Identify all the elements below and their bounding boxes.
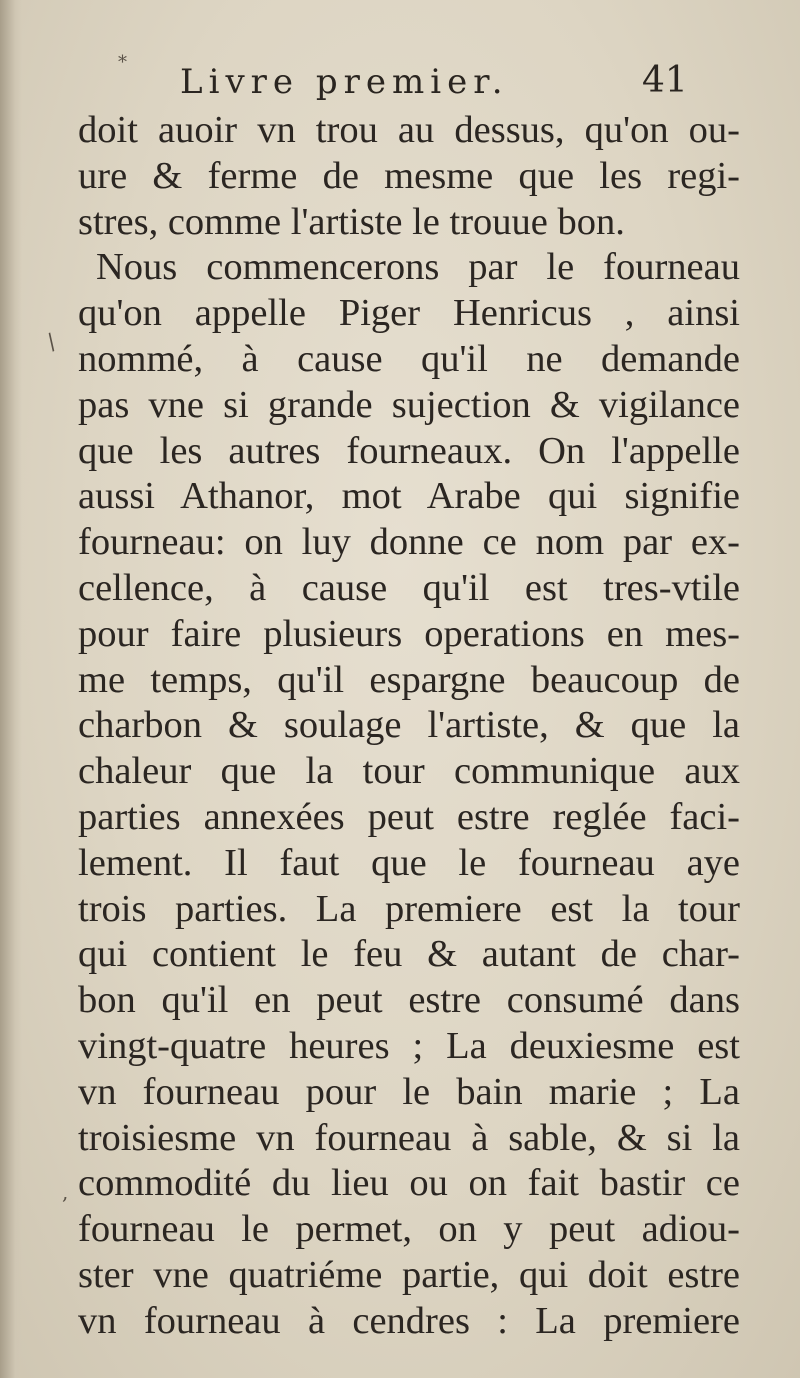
text-line: bon qu'il en peut estre consumé dans: [78, 979, 740, 1022]
text-line: vingt-quatre heures ; La deuxiesme est: [78, 1024, 740, 1067]
text-line: aussi Athanor, mot Arabe qui signifie: [78, 475, 740, 518]
text-line: chaleur que la tour communique aux: [78, 750, 740, 793]
text-line: doit auoir vn trou au dessus, qu'on ou-: [78, 109, 740, 151]
text-line: fourneau le permet, on y peut adiou-: [78, 1208, 740, 1251]
text-line: que les autres fourneaux. On l'appelle: [78, 429, 740, 472]
ink-speck-icon: *: [118, 52, 127, 73]
text-line: ster vne quatriéme partie, qui doit estre: [78, 1253, 740, 1296]
text-line: charbon & soulage l'artiste, & que la: [78, 704, 740, 747]
text-line: parties annexées peut estre reglée faci-: [78, 795, 740, 838]
text-line: lement. Il faut que le fourneau aye: [78, 841, 740, 884]
text-line: qui contient le feu & autant de char-: [78, 933, 740, 976]
text-line: Nous commencerons par le fourneau: [96, 246, 740, 289]
text-line: me temps, qu'il espargne beaucoup de: [78, 658, 740, 701]
text-line: vn fourneau à cendres : La premiere: [78, 1299, 740, 1342]
text-line: vn fourneau pour le bain marie ; La: [78, 1070, 740, 1113]
text-line: cellence, à cause qu'il est tres-vtile: [78, 566, 740, 609]
text-line: nommé, à cause qu'il ne demande: [78, 337, 740, 380]
page-number: 41: [642, 60, 688, 101]
text-block: [78, 108, 740, 1345]
text-line: troisiesme vn fourneau à sable, & si la: [78, 1116, 740, 1159]
text-line: commodité du lieu ou on fait bastir ce: [78, 1162, 740, 1205]
text-line: trois parties. La premiere est la tour: [78, 887, 740, 930]
stray-mark-icon: ,: [62, 1180, 69, 1204]
stray-mark-icon: /: [42, 329, 62, 356]
text-line: pour faire plusieurs operations en mes-: [78, 612, 740, 655]
text-line: qu'on appelle Piger Henricus , ainsi: [78, 292, 740, 335]
text-line: stres, comme l'artiste le trouue bon.: [78, 200, 625, 243]
text-line: ure & ferme de mesme que les regi-: [78, 154, 740, 197]
binding-gutter-shadow: [0, 0, 22, 1378]
running-title: Livre premier.: [180, 62, 509, 102]
text-line: pas vne si grande sujection & vigilance: [78, 383, 740, 426]
text-line: fourneau: on luy donne ce nom par ex-: [78, 521, 740, 564]
